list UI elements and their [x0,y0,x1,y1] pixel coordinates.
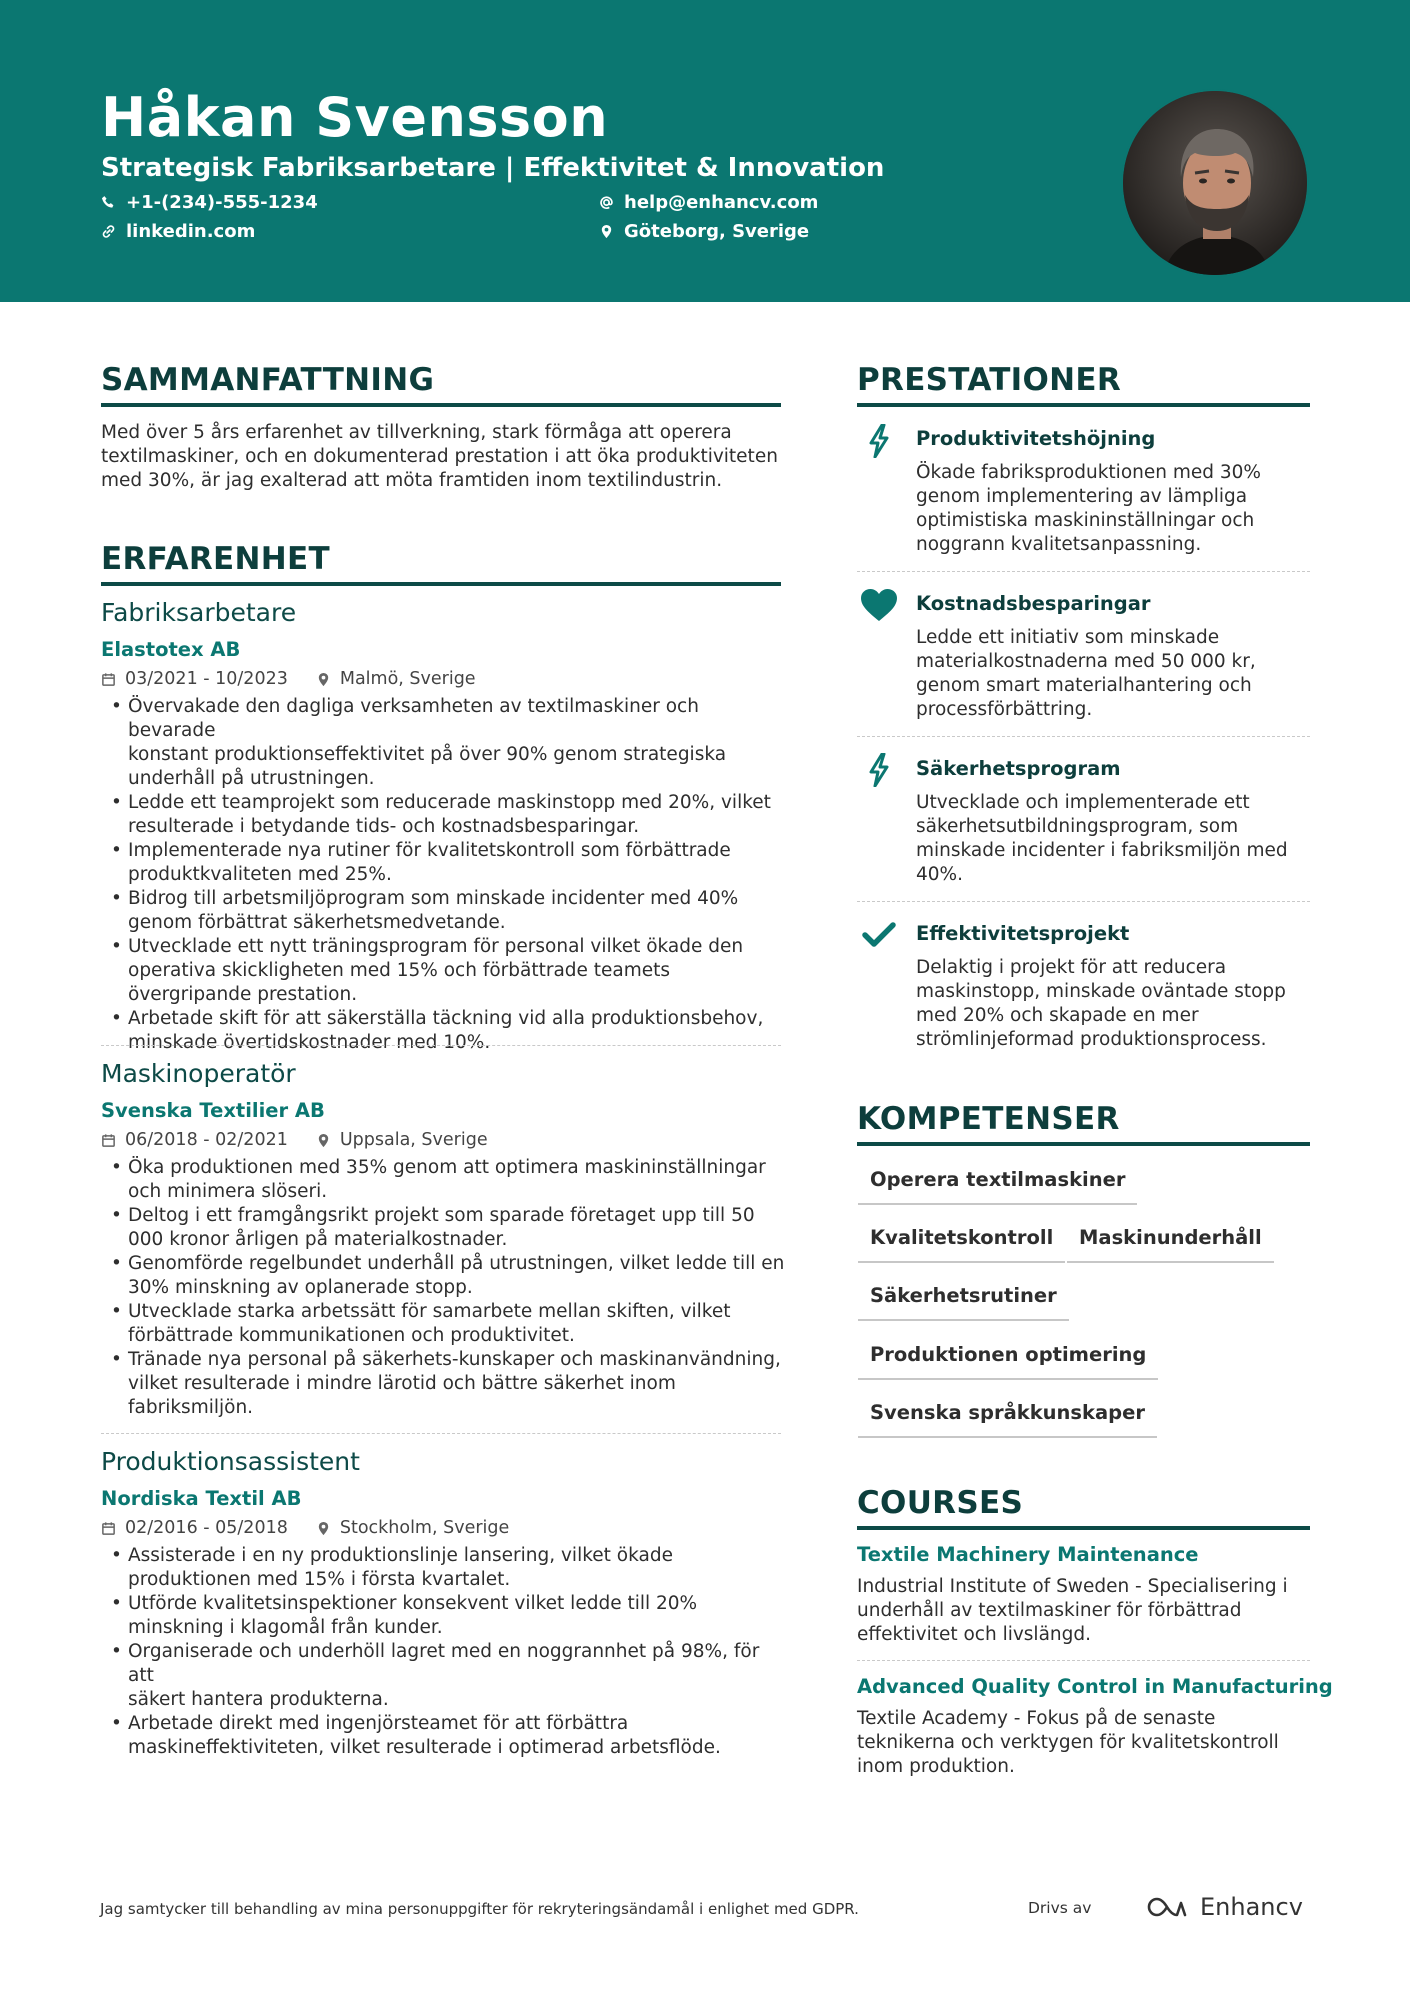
experience-heading: ERFARENHET [101,541,330,577]
course-description: Industrial Institute of Sweden - Specialisering i underhåll av textilmaskiner för förbättrad effektivitet och livslängd. [857,1576,1288,1645]
list-item: • Tränade nya personal på säkerhets-kunskaper och maskinanvändning, vilket resulterade i mindre lärotid och bättre säkerhet inom fabriksmiljön. [101,1348,791,1420]
skills-rule [857,1142,1310,1146]
profile-photo [1121,89,1309,277]
list-item: • Ledde ett teamprojekt som reducerade maskinstopp med 20%, vilket resulterade i betydande tids- och kostnadsbesparingar. [101,791,791,839]
heart-icon [860,586,898,624]
bolt-icon [860,751,898,789]
list-item: • Organiserade och underhöll lagret med en noggrannhet på 98%, för att säkert hantera produkterna. [101,1640,791,1712]
achievement-description: Delaktig i projekt för att reducera maskinstopp, minskade oväntade stopp med 20% och skapade en mer strömlinjeformad produktionsprocess. [916,957,1286,1050]
location-pin-icon [599,224,614,239]
skill-tag: Produktionen optimering [858,1340,1158,1380]
achievement-description: Ökade fabriksproduktionen med 30% genom implementering av lämpliga optimistiska maskininställningar och noggrann kvalitetsanpassning. [916,462,1261,555]
calendar-icon [101,672,116,687]
job-company: Elastotex AB [101,638,241,661]
job-bullets [101,695,791,1055]
achievements-heading: PRESTATIONER [857,362,1122,398]
divider [857,1660,1310,1661]
job-meta: 06/2018 - 02/2021 Uppsala, Sverige [101,1130,488,1150]
at-icon [599,195,614,210]
gdpr-consent: Jag samtycker till behandling av mina personuppgifter för rekryteringsändamål i enlighet med GDPR. [100,1900,859,1918]
summary-rule [101,403,781,407]
check-icon [860,916,898,954]
achievement-title: Effektivitetsprojekt [916,922,1130,945]
job-company: Nordiska Textil AB [101,1487,302,1510]
job-meta: 03/2021 - 10/2023 Malmö, Sverige [101,669,476,689]
experience-rule [101,582,781,586]
divider [857,571,1310,572]
list-item: • Utförde kvalitetsinspektioner konsekvent vilket ledde till 20% minskning i klagomål från kunder. [101,1592,791,1640]
skill-tag: Svenska språkkunskaper [858,1398,1157,1438]
enhancv-logo-icon [1146,1895,1192,1919]
achievements-rule [857,403,1310,407]
job-meta: 02/2016 - 05/2018 Stockholm, Sverige [101,1518,509,1538]
job-bullets [101,1156,791,1420]
divider [101,1045,781,1046]
skill-tag: Operera textilmaskiner [858,1165,1137,1205]
candidate-name: Håkan Svensson [101,86,609,149]
course-description: Textile Academy - Fokus på de senaste teknikerna och verktygen för kvalitetskontroll inom produktion. [857,1708,1279,1777]
divider [857,901,1310,902]
list-item: • Övervakade den dagliga verksamheten av textilmaskiner och bevarade konstant produktionseffektivitet på över 90% genom strategiska underhåll på utrustningen. [101,695,791,791]
job-company: Svenska Textilier AB [101,1099,325,1122]
courses-rule [857,1526,1310,1530]
contact-phone: +1-(234)-555-1234 [101,192,318,213]
location-pin-icon [316,1521,331,1536]
enhancv-logo[interactable]: Enhancv [1146,1893,1303,1921]
powered-by-label: Drivs av [1028,1899,1092,1917]
divider [857,736,1310,737]
candidate-tagline: Strategisk Fabriksarbetare | Effektivitet & Innovation [101,153,885,183]
course-title: Advanced Quality Control in Manufacturing [857,1675,1333,1698]
list-item: • Öka produktionen med 35% genom att optimera maskininställningar och minimera slöseri. [101,1156,791,1204]
summary-heading: SAMMANFATTNING [101,362,435,398]
job-role: Fabriksarbetare [101,598,297,627]
list-item: • Utvecklade starka arbetssätt för samarbete mellan skiften, vilket förbättrade kommunikationen och produktivitet. [101,1300,791,1348]
list-item: • Implementerade nya rutiner för kvalitetskontroll som förbättrade produktkvaliteten med 25%. [101,839,791,887]
location-pin-icon [316,672,331,687]
achievement-title: Produktivitetshöjning [916,427,1156,450]
list-item: • Assisterade i en ny produktionslinje lansering, vilket ökade produktionen med 15% i första kvartalet. [101,1544,791,1592]
contact-email[interactable]: help@enhancv.com [599,192,818,213]
link-icon [101,224,116,239]
summary-text: Med över 5 års erfarenhet av tillverkning, stark förmåga att operera textilmaskiner, och en dokumenterad prestation i att öka produktiviteten med 30%, är jag exalterad att möta framtiden inom textilindustrin. [101,422,778,491]
job-role: Produktionsassistent [101,1447,360,1476]
list-item: • Utvecklade ett nytt träningsprogram för personal vilket ökade den operativa skickligheten med 15% och förbättrade teamets övergripande prestation. [101,935,791,1007]
contact-location: Göteborg, Sverige [599,221,809,242]
bolt-icon [860,422,898,460]
achievement-title: Säkerhetsprogram [916,757,1121,780]
list-item: • Deltog i ett framgångsrikt projekt som sparade företaget upp till 50 000 kronor årligen på materialkostnader. [101,1204,791,1252]
skills-heading: KOMPETENSER [857,1101,1120,1137]
courses-heading: COURSES [857,1485,1024,1521]
divider [101,1433,781,1434]
achievement-description: Utvecklade och implementerade ett säkerhetsutbildningsprogram, som minskade incidenter i fabriksmiljön med 40%. [916,792,1288,885]
contact-linkedin[interactable]: linkedin.com [101,221,255,242]
calendar-icon [101,1133,116,1148]
location-pin-icon [316,1133,331,1148]
list-item: • Arbetade skift för att säkerställa täckning vid alla produktionsbehov, minskade övertidskostnader med 10%. [101,1007,791,1055]
achievement-description: Ledde ett initiativ som minskade materialkostnaderna med 50 000 kr, genom smart materialhantering och processförbättring. [916,627,1256,720]
achievement-title: Kostnadsbesparingar [916,592,1151,615]
list-item: • Bidrog till arbetsmiljöprogram som minskade incidenter med 40% genom förbättrat säkerhetsmedvetande. [101,887,791,935]
list-item: • Genomförde regelbundet underhåll på utrustningen, vilket ledde till en 30% minskning av oplanerade stopp. [101,1252,791,1300]
skill-tag: Säkerhetsrutiner [858,1281,1069,1321]
calendar-icon [101,1521,116,1536]
course-title: Textile Machinery Maintenance [857,1543,1199,1566]
skill-tag: Kvalitetskontroll [858,1223,1065,1263]
phone-icon [101,195,116,210]
job-bullets [101,1544,791,1760]
job-role: Maskinoperatör [101,1059,296,1088]
list-item: • Arbetade direkt med ingenjörsteamet för att förbättra maskineffektiviteten, vilket resulterade i optimerad arbetsflöde. [101,1712,791,1760]
skill-tag: Maskinunderhåll [1067,1223,1274,1263]
